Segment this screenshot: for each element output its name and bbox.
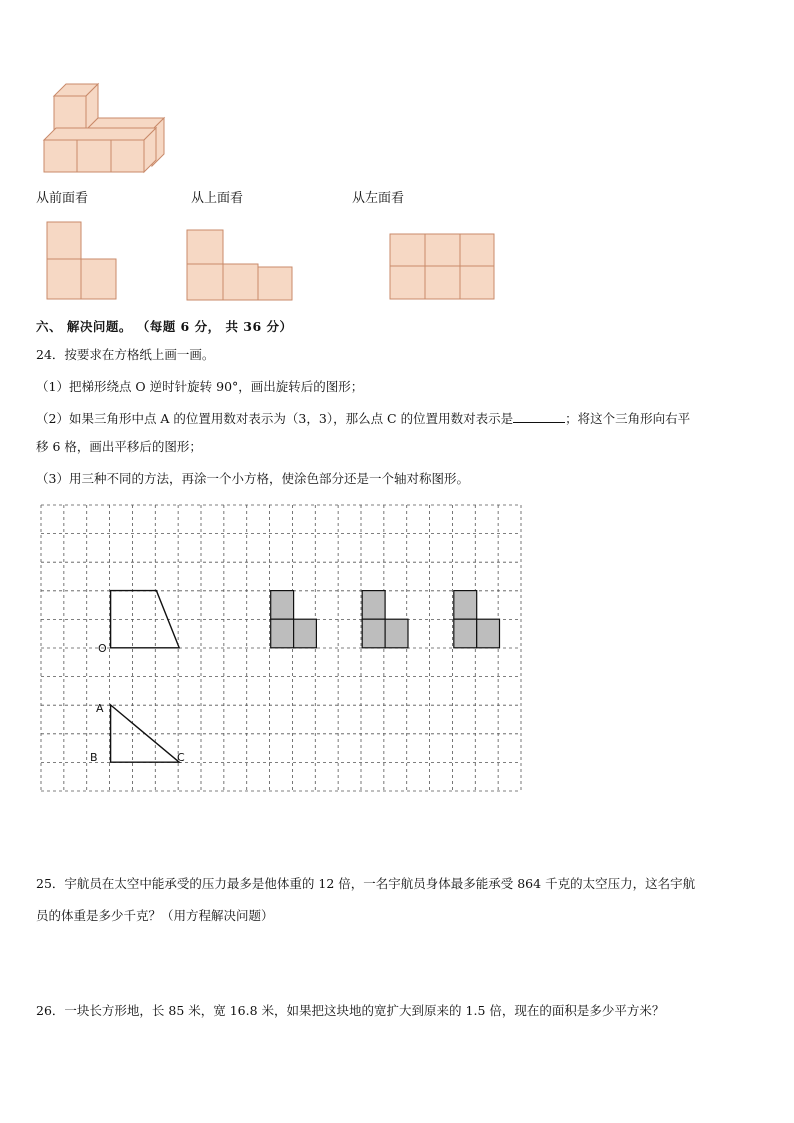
left-view-drawing	[389, 233, 496, 301]
q24-part2-text-b: ；将这个三角形向右平	[565, 411, 691, 426]
q24-part2-line2: 移 6 格，画出平移后的图形；	[36, 439, 202, 454]
top-view-label: 从上面看	[191, 191, 244, 206]
front-view-drawing	[46, 221, 118, 301]
q24-part3: （3）用三种不同的方法，再涂一个小方格，使涂色部分还是一个轴对称图形。	[36, 471, 469, 486]
point-c-label: C	[177, 751, 185, 764]
answer-blank[interactable]	[513, 410, 565, 423]
grid-paper	[38, 503, 526, 793]
q24-part2-text-a: （2）如果三角形中点 A 的位置用数对表示为（3，3），那么点 C 的位置用数对表示是	[36, 411, 514, 426]
top-view-drawing	[186, 229, 294, 302]
section-six-title: 六、 解决问题。 （每题 6 分， 共 36 分）	[36, 319, 293, 334]
q25-line1: 25．宇航员在太空中能承受的压力最多是他体重的 12 倍，一名宇航员身体最多能承受 864 千克的太空压力，这名宇航	[36, 876, 696, 891]
q24-part1: （1）把梯形绕点 O 逆时针旋转 90°，画出旋转后的图形；	[36, 379, 364, 394]
shaded-l-shape-3[interactable]	[454, 591, 500, 648]
q24-part2-line1	[36, 409, 690, 427]
shaded-l-shape-2[interactable]	[362, 591, 408, 648]
point-o-label: O	[98, 642, 107, 655]
q25-line2: 员的体重是多少千克？（用方程解决问题）	[36, 908, 274, 923]
cube-stack-drawing	[40, 78, 175, 176]
q24-intro: 24．按要求在方格纸上画一画。	[36, 347, 215, 362]
q26-line1: 26．一块长方形地，长 85 米，宽 16.8 米，如果把这块地的宽扩大到原来的 1.5 倍，现在的面积是多少平方米？	[36, 1003, 665, 1018]
shaded-l-shape-1[interactable]	[271, 591, 317, 648]
point-b-label: B	[90, 751, 98, 764]
left-view-label: 从左面看	[352, 191, 405, 206]
point-a-label: A	[96, 702, 104, 715]
front-view-label: 从前面看	[36, 191, 89, 206]
